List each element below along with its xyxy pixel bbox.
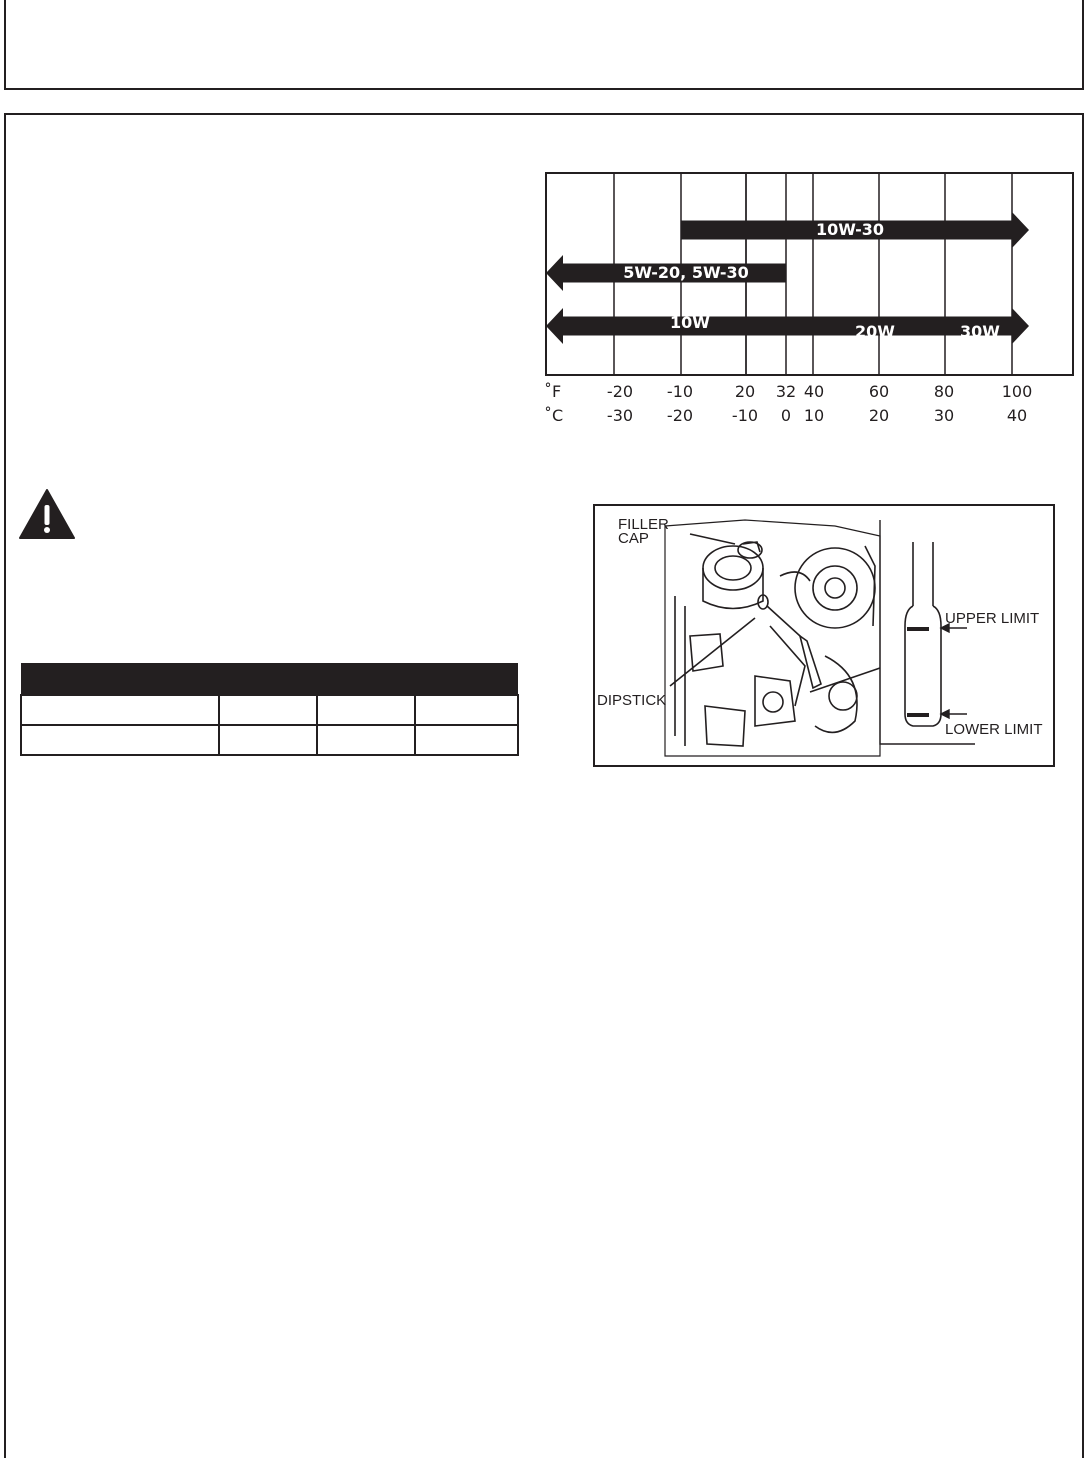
celsius-unit-label: ˚C xyxy=(544,406,564,425)
tick-label-f: 60 xyxy=(868,382,890,401)
lower-limit-label: LOWER LIMIT xyxy=(945,721,1043,738)
table-cell xyxy=(219,695,317,725)
warning-triangle-icon xyxy=(18,488,76,540)
table-header xyxy=(21,663,518,695)
table-cell xyxy=(415,695,518,725)
spec-table xyxy=(20,663,519,756)
tick-label-f: 80 xyxy=(933,382,955,401)
tick-label-c: 40 xyxy=(1006,406,1028,425)
table-cell xyxy=(415,725,518,755)
table-cell xyxy=(317,725,415,755)
chart-series-label: 5W-20, 5W-30 xyxy=(623,263,749,282)
chart-series-label: 10W xyxy=(670,313,710,332)
table-cell xyxy=(317,695,415,725)
header-box xyxy=(4,0,1084,90)
tick-label-f: -20 xyxy=(606,382,634,401)
tick-label-f: 100 xyxy=(1001,382,1033,401)
tick-label-c: 0 xyxy=(780,406,792,425)
upper-limit-label: UPPER LIMIT xyxy=(945,610,1040,627)
fahrenheit-unit-label: ˚F xyxy=(544,382,562,401)
tick-label-c: -10 xyxy=(731,406,759,425)
tick-label-f: 32 xyxy=(775,382,797,401)
tick-label-c: 30 xyxy=(933,406,955,425)
table-cell xyxy=(219,725,317,755)
table-cell xyxy=(21,725,219,755)
dipstick-label: DIPSTICK xyxy=(597,692,667,709)
tick-label-f: 20 xyxy=(734,382,756,401)
filler-cap-label: FILLER CAP xyxy=(618,516,669,547)
chart-arrow-10w xyxy=(546,308,786,344)
chart-series-label: 10W-30 xyxy=(815,220,885,239)
tick-label-c: -30 xyxy=(606,406,634,425)
table-cell xyxy=(21,695,219,725)
chart-series-label: 30W xyxy=(960,322,1000,341)
lower-limit-mark xyxy=(907,713,929,717)
tick-label-c: 20 xyxy=(868,406,890,425)
tick-label-f: -10 xyxy=(666,382,694,401)
chart-series-label: 20W xyxy=(855,322,895,341)
upper-limit-mark xyxy=(907,627,929,631)
tick-label-c: 10 xyxy=(803,406,825,425)
table-row xyxy=(21,725,518,755)
tick-label-c: -20 xyxy=(666,406,694,425)
dipstick-diagram xyxy=(593,504,1055,767)
tick-label-f: 40 xyxy=(803,382,825,401)
table-row xyxy=(21,695,518,725)
oil-viscosity-chart xyxy=(530,165,1075,430)
